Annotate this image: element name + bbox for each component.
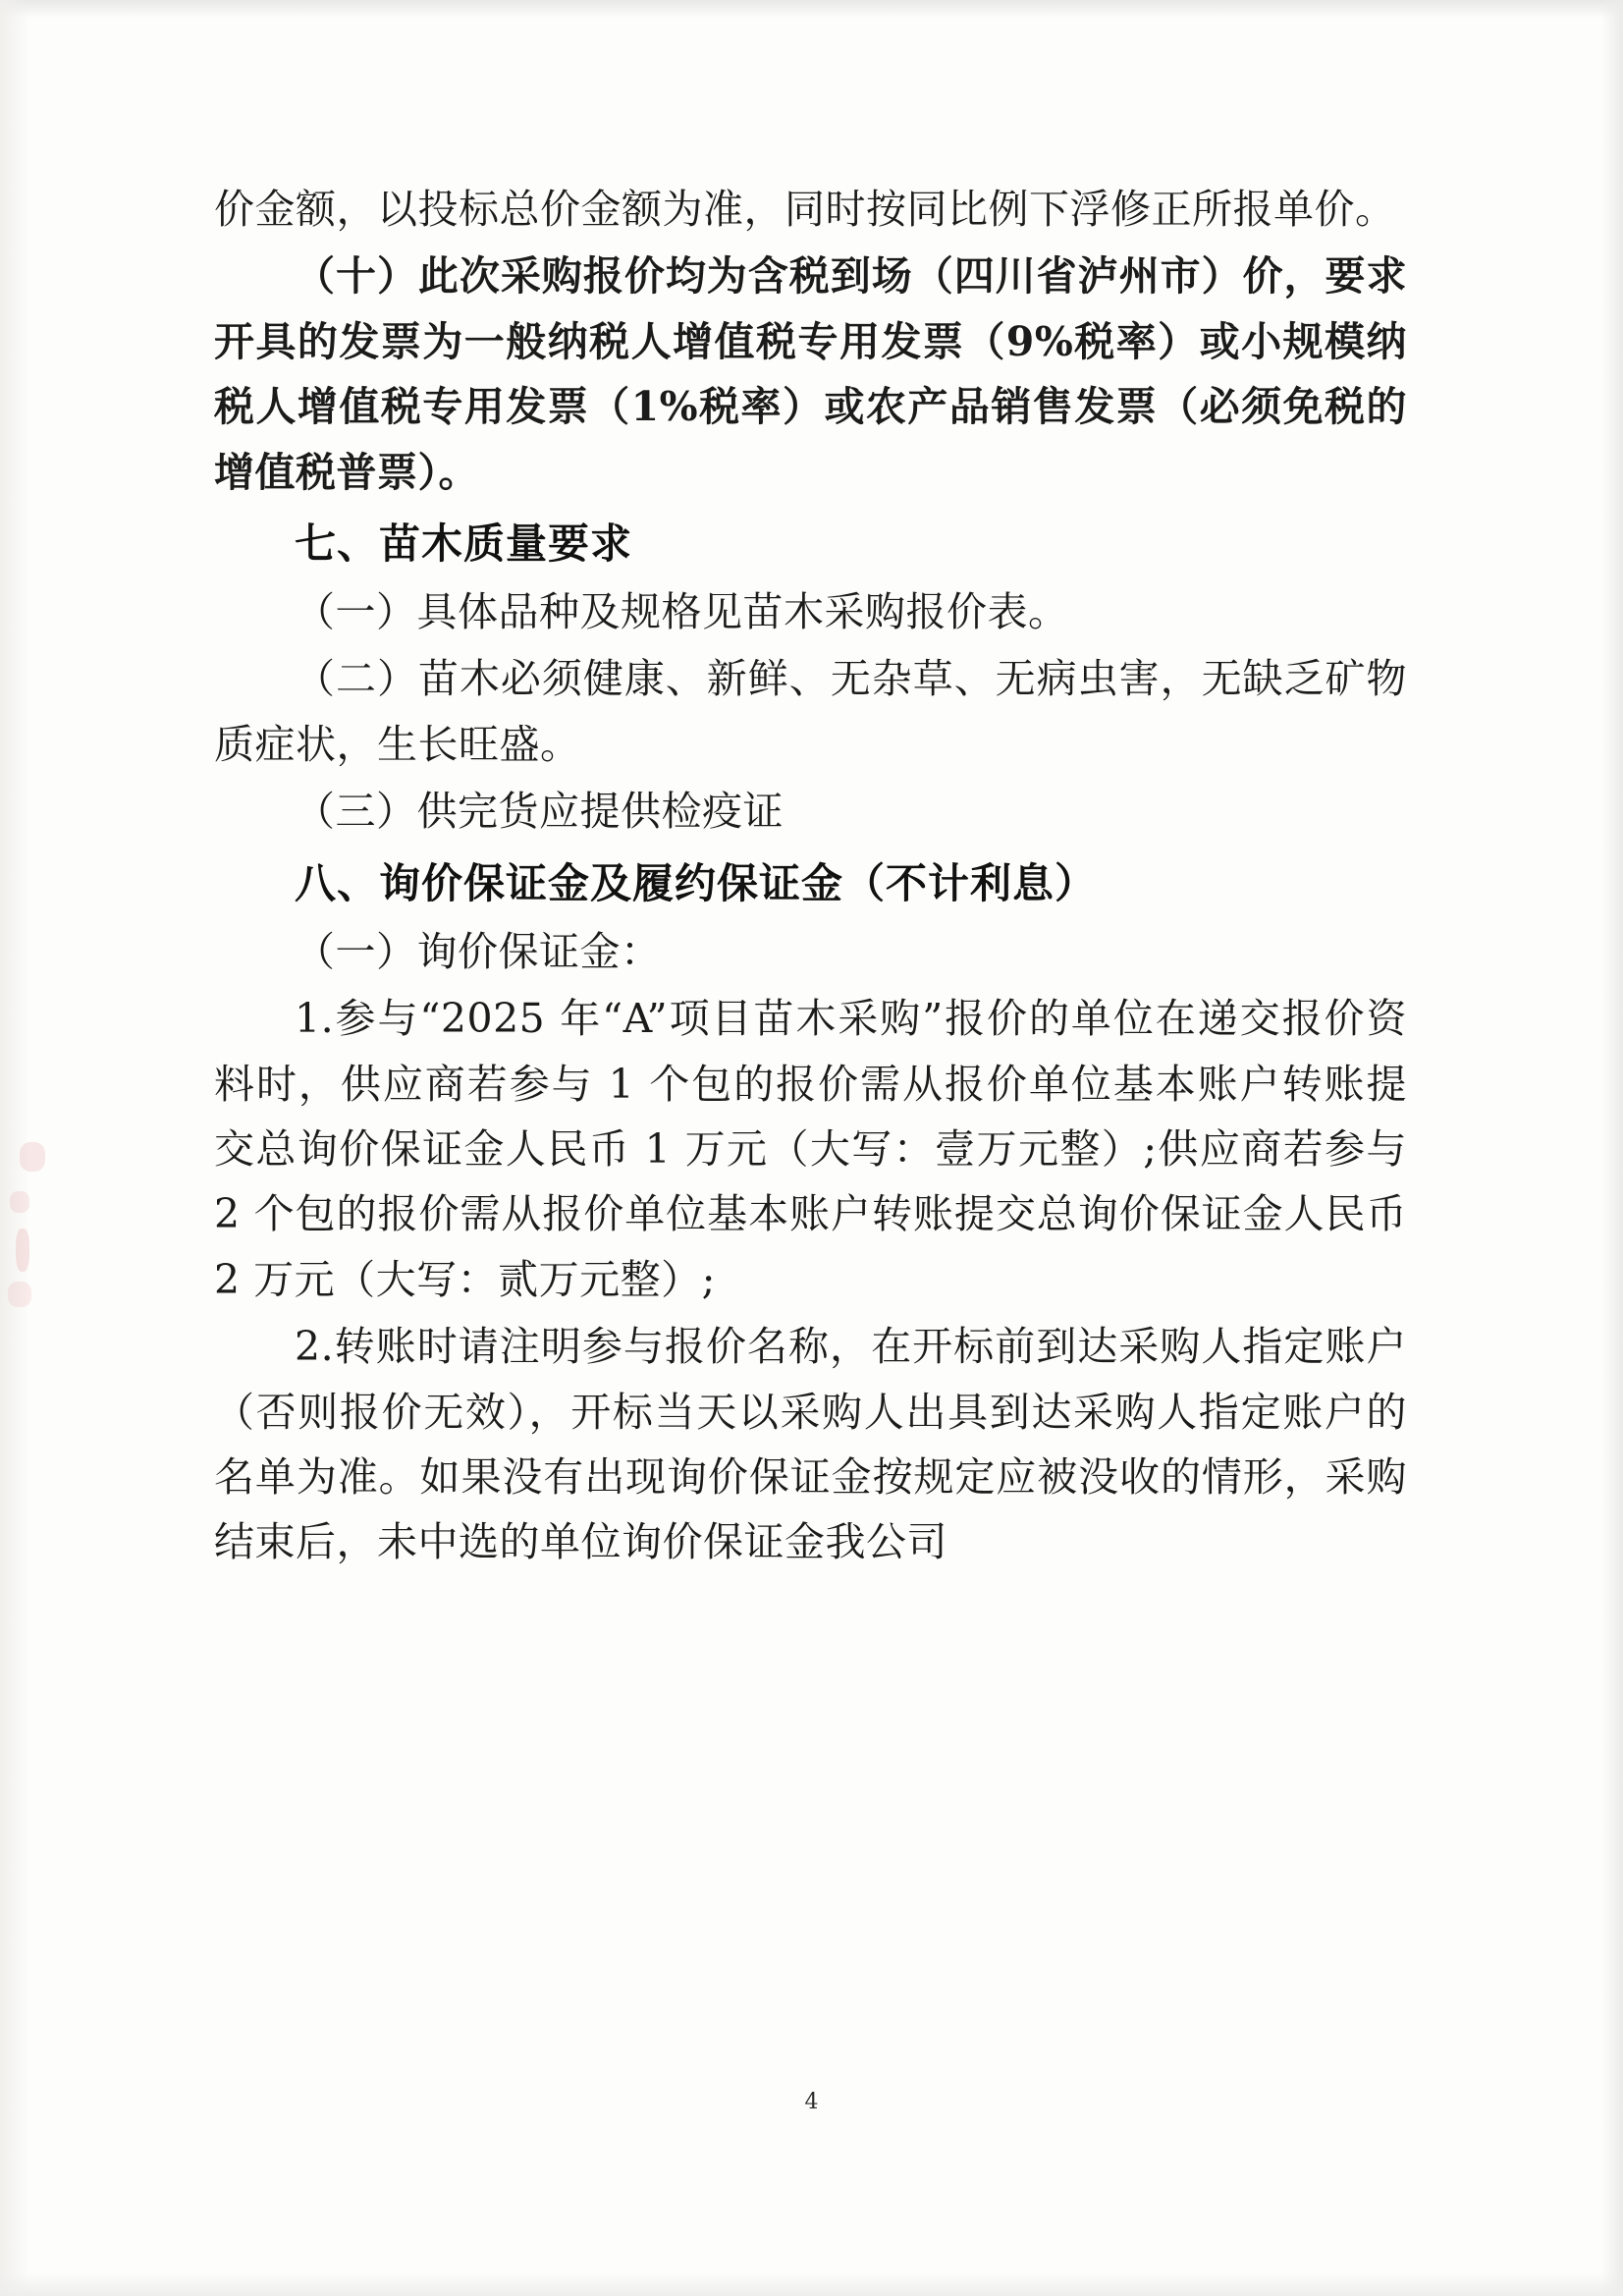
paragraph-8-1-item-2: 2.转账时请注明参与报价名称，在开标前到达采购人指定账户（否则报价无效），开标当天以采购人出具到达采购人指定账户的名单为准。如果没有出现询价保证金按规定应被没收的情形，采购结束后，未中选的单位询价保证金我公司 — [214, 1323, 1407, 1566]
page-number: 4 — [804, 2090, 819, 2114]
document-body — [214, 177, 1407, 1577]
paragraph-7-2: （二）苗木必须健康、新鲜、无杂草、无病虫害，无缺乏矿物质症状，生长旺盛。 — [214, 655, 1407, 768]
heading-section-8: 八、询价保证金及履约保证金（不计利息） — [295, 858, 1098, 907]
paragraph-8-1: （一）询价保证金： — [295, 927, 662, 975]
paragraph-7-3: （三）供完货应提供检疫证 — [295, 788, 784, 836]
paragraph-item-10: （十）此次采购报价均为含税到场（四川省泸州市）价，要求开具的发票为一般纳税人增值税专用发票（9%税率）或小规模纳税人增值税专用发票（1%税率）或农产品销售发票（必须免税的增值税普票）。 — [214, 252, 1407, 496]
paragraph-8-1-item-1: 1.参与“2025 年“A”项目苗木采购”报价的单位在递交报价资料时，供应商若参与 1 个包的报价需从报价单位基本账户转账提交总询价保证金人民币 1 万元（大写：壹万元整）;供应商若参与 2 个包的报价需从报价单位基本账户转账提交总询价保证金人民币 2 万元（大写：贰万元整）; — [214, 995, 1407, 1303]
seal-stamp-remnant-icon — [6, 1134, 51, 1321]
paragraph-7-1: （一）具体品种及规格见苗木采购报价表。 — [295, 588, 1069, 636]
scan-edge-bottom — [0, 2272, 1623, 2296]
scan-edge-top — [0, 0, 1623, 18]
paragraph-continued-price: 价金额，以投标总价金额为准，同时按同比例下浮修正所报单价。 — [214, 186, 1396, 233]
heading-section-7: 七、苗木质量要求 — [295, 519, 633, 569]
scan-edge-right — [1601, 0, 1623, 2296]
